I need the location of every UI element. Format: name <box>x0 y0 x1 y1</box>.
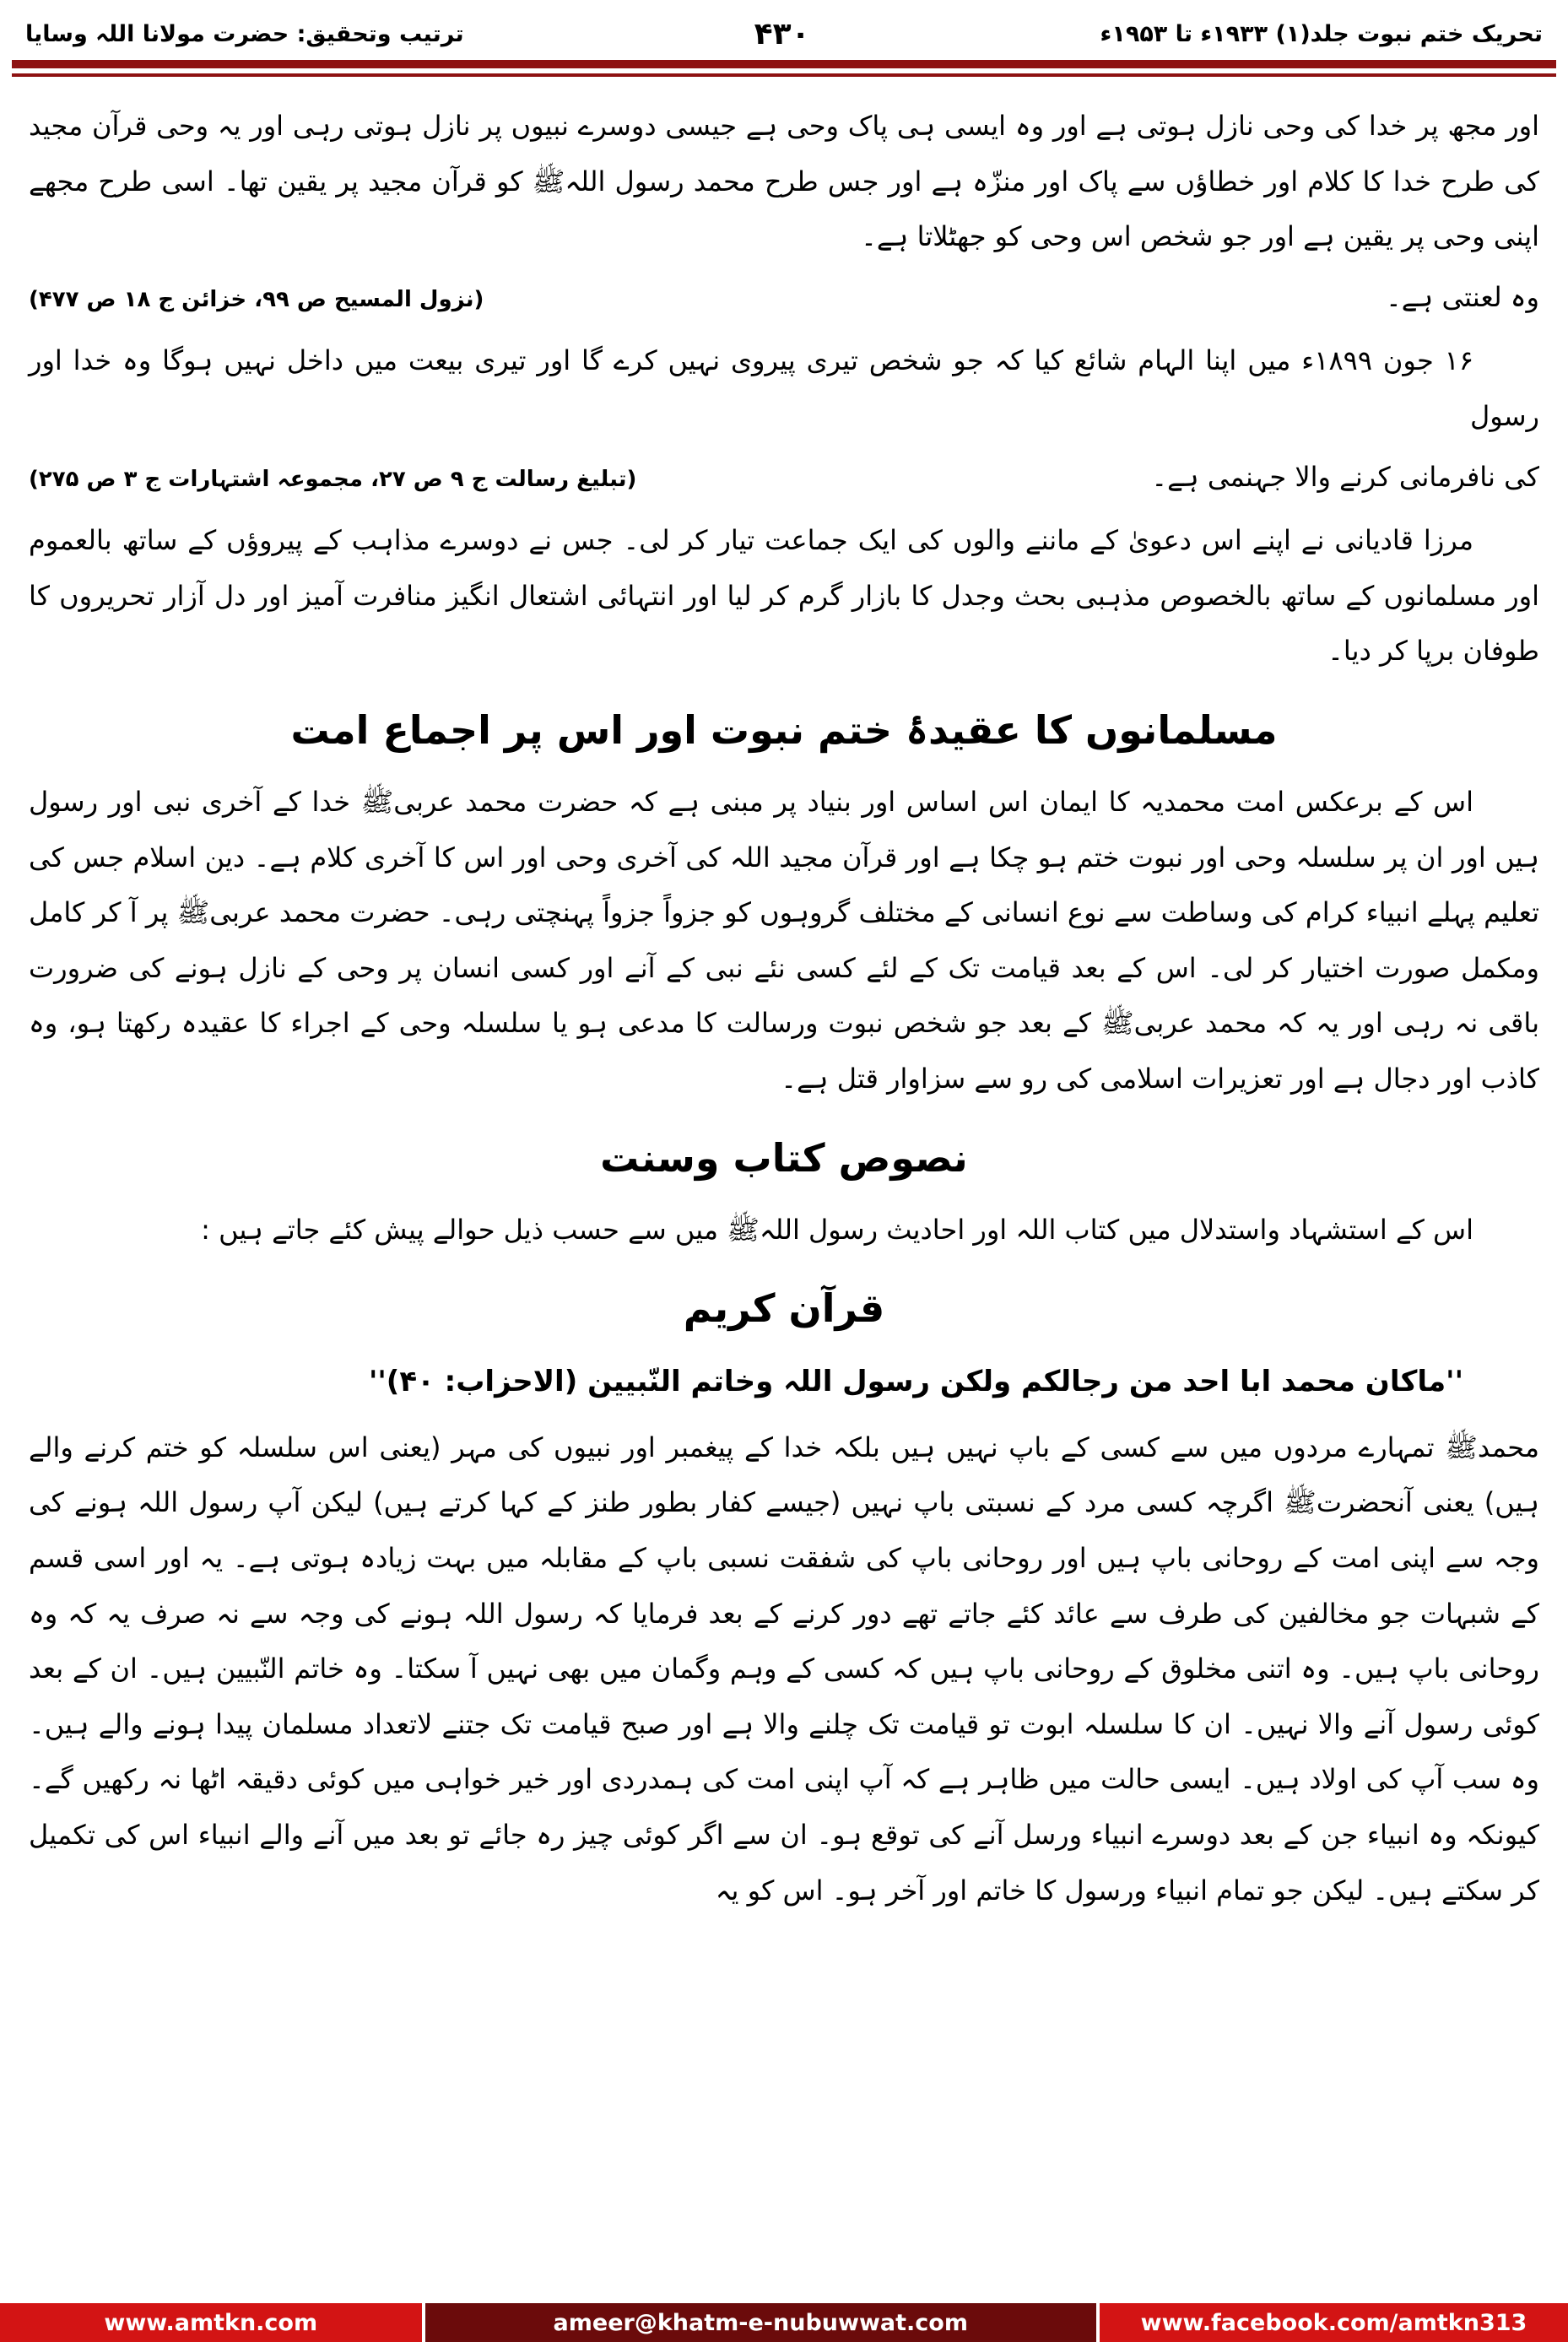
page-header <box>0 0 1568 57</box>
header-rule-container <box>0 57 1568 77</box>
footer-email-link[interactable]: ameer@khatm-e-nubuwwat.com <box>425 2303 1097 2342</box>
footer-website-link[interactable]: www.amtkn.com <box>0 2303 422 2342</box>
heading-nusus-kitab-o-sunnat: نصوص کتاب وسنت <box>600 1134 968 1181</box>
para-wahi-claim: اور مجھ پر خدا کی وحی نازل ہوتی ہے اور وہ ایسی ہی پاک وحی ہے جیسی دوسرے نبیوں پر نازل ہوتی رہی اور یہ وحی قرآن مجید کی طرح خدا کا کلام اور خطاؤں سے پاک اور منزّہ ہے اور جس طرح محمد رسول اللہﷺ کو قرآن مجید پر یقین تھا۔ اسی طرح مجھے اپنی وحی پر یقین ہے اور جو شخص اس وحی کو جھٹلاتا ہے۔ <box>29 110 1540 253</box>
book-title: تحریک ختم نبوت جلد(۱) ۱۹۳۳ء تا ۱۹۵۳ء <box>1100 21 1543 47</box>
page-number: ۴۳۰ <box>754 17 810 51</box>
page-content <box>0 77 1568 2303</box>
quranic-verse-al-ahzab-40: ''ماکان محمد ابا احد من رجالکم ولکن رسول اللہ وخاتم النّبیین (الاحزاب: ۴۰)'' <box>368 1365 1463 1399</box>
compiler-credit: ترتیب وتحقیق: حضرت مولانا اللہ وسایا <box>25 21 464 47</box>
page-footer <box>0 2303 1568 2342</box>
para-mirza-jamaat: مرزا قادیانی نے اپنے اس دعویٰ کے ماننے والوں کی ایک جماعت تیار کر لی۔ جس نے دوسرے مذاہب کے پیروؤں کے ساتھ بالعموم اور مسلمانوں کے ساتھ بالخصوص مذہبی بحث وجدل کا بازار گرم کر لیا اور انتہائی اشتعال انگیز منافرت آمیز اور دل آزار تحریروں کا طوفان برپا کر دیا۔ <box>29 524 1539 668</box>
para-ilham-1899-tail: کی نافرمانی کرنے والا جہنمی ہے۔ <box>1151 460 1539 493</box>
para-ummah-belief: اس کے برعکس امت محمدیہ کا ایمان اس اساس اور بنیاد پر مبنی ہے کہ حضرت محمد عربیﷺ خدا کے آخری نبی اور رسول ہیں اور ان پر سلسلہ وحی اور نبوت ختم ہو چکا ہے اور قرآن مجید اللہ کی آخری وحی اور اس کا آخری کلام ہے۔ دین اسلام جس کی تعلیم پہلے انبیاء کرام کی وساطت سے نوع انسانی کے مختلف گروہوں کو جزواً جزواً پہنچتی رہی۔ حضرت محمد عربیﷺ پر آ کر کامل ومکمل صورت اختیار کر لی۔ اس کے بعد قیامت تک کے لئے کسی نئے نبی کے آنے اور کسی انسان پر وحی کے نازل ہونے کی ضرورت باقی نہ رہی اور یہ کہ محمد عربیﷺ کے بعد جو شخص نبوت ورسالت کا مدعی ہو یا سلسلہ وحی کے اجراء کا عقیدہ رکھتا ہو، وہ کاذب اور دجال ہے اور تعزیرات اسلامی کی رو سے سزاوار قتل ہے۔ <box>29 785 1540 1095</box>
header-rule-thick <box>12 60 1556 68</box>
citation-nuzul-al-masih: (نزول المسیح ص ۹۹، خزائن ج ۱۸ ص ۴۷۷) <box>29 286 484 312</box>
citation-tabligh-risalat: (تبلیغ رسالت ج ۹ ص ۲۷، مجموعہ اشتہارات ج ۳ ص ۲۷۵) <box>29 466 637 492</box>
heading-quran-kareem: قرآن کریم <box>683 1285 885 1332</box>
para-verse-explanation: محمدﷺ تمہارے مردوں میں سے کسی کے باپ نہیں ہیں بلکہ خدا کے پیغمبر اور نبیوں کی مہر (یعنی اس سلسلہ کو ختم کرنے والے ہیں) یعنی آنحضرتﷺ اگرچہ کسی مرد کے نسبتی باپ نہیں (جیسے کفار بطور طنز کے کہا کرتے ہیں) لیکن آپ رسول اللہ ہونے کی وجہ سے اپنی امت کے روحانی باپ ہیں اور روحانی باپ کی شفقت نسبی باپ کے مقابلہ میں بہت زیادہ ہوتی ہے۔ یہ اور اسی قسم کے شبہات جو مخالفین کی طرف سے عائد کئے جاتے تھے دور کرنے کے بعد فرمایا کہ رسول اللہ ہونے کی وجہ سے نہ صرف یہ کہ وہ روحانی باپ ہیں۔ وہ اتنی مخلوق کے روحانی باپ ہیں کہ کسی کے وہم وگمان میں بھی نہیں آ سکتا۔ وہ خاتم النّبیین ہیں۔ ان کے بعد کوئی رسول آنے والا نہیں۔ ان کا سلسلہ ابوت تو قیامت تک چلنے والا ہے اور صبح قیامت تک جتنے لاتعداد مسلمان پیدا ہونے والے ہیں۔ وہ سب آپ کی اولاد ہیں۔ ایسی حالت میں ظاہر ہے کہ آپ اپنی امت کی ہمدردی اور خیر خواہی میں کوئی دقیقہ اٹھا نہ رکھیں گے۔ کیونکہ وہ انبیاء جن کے بعد دوسرے انبیاء ورسل آنے کی توقع ہو۔ ان سے اگر کوئی چیز رہ جائے تو بعد میں آنے والے انبیاء اس کی تکمیل کر سکتے ہیں۔ لیکن جو تمام انبیاء ورسول کا خاتم اور آخر ہو۔ اس کو یہ <box>29 1431 1539 1907</box>
footer-facebook-link[interactable]: www.facebook.com/amtkn313 <box>1100 2303 1568 2342</box>
heading-aqeedah-khatm-e-nubuwwat: مسلمانوں کا عقیدۂ ختم نبوت اور اس پر اجماع امت <box>290 706 1278 753</box>
para-ilham-1899: ۱۶ جون ۱۸۹۹ء میں اپنا الہام شائع کیا کہ جو شخص تیری پیروی نہیں کرے گا اور تیری بیعت میں داخل نہیں ہوگا وہ خدا اور رسول <box>29 344 1539 432</box>
para-wahi-claim-lastline <box>29 270 1539 326</box>
para-wahi-claim-tail: وہ لعنتی ہے۔ <box>1386 280 1539 313</box>
para-ilham-1899-lastline <box>29 450 1539 506</box>
para-istishhad-intro: اس کے استشہاد واستدلال میں کتاب اللہ اور احادیث رسول اللہﷺ میں سے حسب ذیل حوالے پیش کئے جاتے ہیں : <box>201 1213 1473 1246</box>
